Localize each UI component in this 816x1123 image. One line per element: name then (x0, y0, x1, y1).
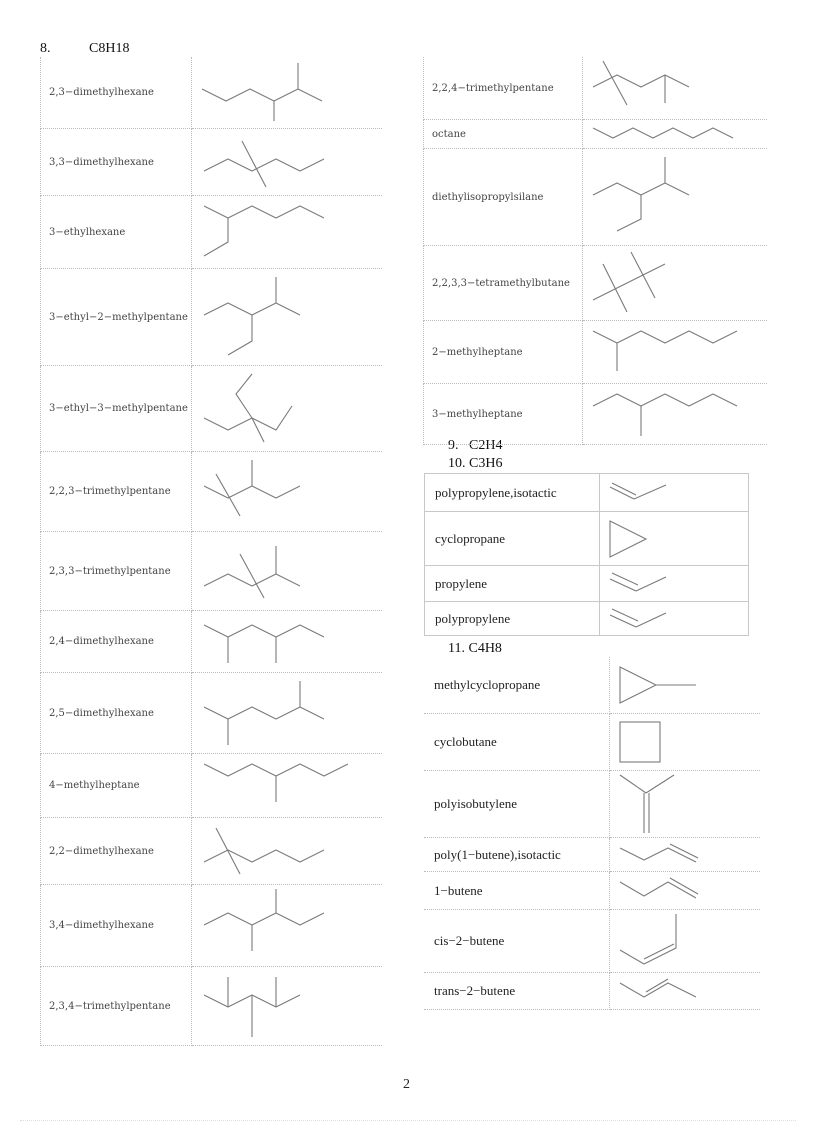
structure-cell (610, 872, 761, 910)
table-row (424, 246, 768, 321)
compound-name: 3−ethylhexane (41, 196, 192, 269)
compound-name: polyisobutylene (424, 771, 610, 838)
structure-diagram (583, 57, 767, 119)
compound-name: 2,2,3,3−tetramethylbutane (424, 246, 583, 321)
table-row (41, 885, 383, 967)
table-row (41, 754, 383, 818)
compound-name: propylene (425, 566, 600, 602)
structure-cell (610, 973, 761, 1010)
table-row (424, 321, 768, 384)
section-11-heading: 11. C4H8 (448, 641, 502, 656)
structure-diagram (600, 567, 748, 601)
structure-diagram (583, 246, 767, 320)
c4h8-table (424, 657, 760, 1010)
compound-name: 2,3,3−trimethylpentane (41, 532, 192, 611)
compound-name: 2,3,4−trimethylpentane (41, 967, 192, 1046)
structure-cell (192, 611, 383, 673)
structure-diagram (192, 196, 382, 268)
table-row (41, 57, 383, 129)
compound-name: 2−methylheptane (424, 321, 583, 384)
compound-name: 1−butene (424, 872, 610, 910)
structure-cell (583, 57, 768, 120)
structure-cell (192, 57, 383, 129)
page-number: 2 (403, 1077, 410, 1092)
table-row (424, 384, 768, 445)
table-row (41, 452, 383, 532)
structure-diagram (610, 714, 760, 770)
table-row (424, 120, 768, 149)
structure-diagram (192, 452, 382, 531)
structure-diagram (583, 120, 767, 148)
table-row (424, 910, 760, 973)
table-row (425, 566, 749, 602)
table-row (41, 366, 383, 452)
table-row (424, 973, 760, 1010)
section-10-heading: 10. C3H6 (448, 456, 503, 471)
table-row (424, 149, 768, 246)
structure-cell (610, 910, 761, 973)
table-row (425, 474, 749, 512)
structure-diagram (610, 872, 760, 909)
structure-cell (192, 673, 383, 754)
structure-diagram (192, 269, 382, 365)
compound-name: diethylisopropylsilane (424, 149, 583, 246)
compound-name: polypropylene (425, 602, 600, 636)
c3h6-table (424, 473, 749, 636)
structure-cell (610, 657, 761, 714)
structure-diagram (192, 532, 382, 610)
structure-cell (600, 566, 749, 602)
structure-cell (610, 838, 761, 872)
structure-diagram (192, 885, 382, 966)
compound-name: 2,2,4−trimethylpentane (424, 57, 583, 120)
compound-name: 3−methylheptane (424, 384, 583, 445)
structure-diagram (192, 754, 382, 817)
table-row (424, 838, 760, 872)
section-8-heading: 8. C8H18 (40, 41, 130, 56)
compound-name: 2,2−dimethylhexane (41, 818, 192, 885)
structure-cell (600, 512, 749, 566)
compound-name: cyclopropane (425, 512, 600, 566)
structure-diagram (600, 513, 748, 565)
section-9-heading: 9. C2H4 (448, 438, 503, 453)
compound-name: polypropylene,isotactic (425, 474, 600, 512)
c8h18-left-table (40, 57, 382, 1046)
compound-name: 3,4−dimethylhexane (41, 885, 192, 967)
structure-cell (583, 321, 768, 384)
compound-name: poly(1−butene),isotactic (424, 838, 610, 872)
structure-diagram (192, 129, 382, 195)
structure-cell (192, 196, 383, 269)
footer-divider (20, 1120, 796, 1121)
compound-name: 2,2,3−trimethylpentane (41, 452, 192, 532)
compound-name: cyclobutane (424, 714, 610, 771)
table-row (41, 269, 383, 366)
table-row (41, 611, 383, 673)
structure-cell (600, 602, 749, 636)
structure-cell (192, 366, 383, 452)
structure-cell (610, 771, 761, 838)
structure-diagram (610, 657, 760, 713)
structure-diagram (192, 366, 382, 451)
structure-diagram (583, 384, 767, 444)
structure-diagram (192, 57, 382, 128)
structure-diagram (610, 910, 760, 972)
structure-diagram (583, 149, 767, 245)
compound-name: 4−methylheptane (41, 754, 192, 818)
structure-cell (583, 149, 768, 246)
structure-cell (583, 384, 768, 445)
compound-name: trans−2−butene (424, 973, 610, 1010)
structure-cell (583, 120, 768, 149)
structure-diagram (192, 967, 382, 1045)
compound-name: 2,4−dimethylhexane (41, 611, 192, 673)
compound-name: 3−ethyl−3−methylpentane (41, 366, 192, 452)
table-row (424, 57, 768, 120)
c8h18-right-table (423, 57, 767, 445)
structure-cell (610, 714, 761, 771)
structure-cell (600, 474, 749, 512)
table-row (424, 872, 760, 910)
structure-cell (192, 269, 383, 366)
compound-name: 3−ethyl−2−methylpentane (41, 269, 192, 366)
structure-diagram (610, 973, 760, 1009)
structure-cell (192, 885, 383, 967)
structure-diagram (600, 603, 748, 635)
table-row (41, 818, 383, 885)
table-row (424, 657, 760, 714)
structure-cell (192, 452, 383, 532)
structure-cell (192, 129, 383, 196)
structure-diagram (192, 818, 382, 884)
table-row (41, 129, 383, 196)
structure-diagram (192, 673, 382, 753)
compound-name: 3,3−dimethylhexane (41, 129, 192, 196)
compound-name: 2,5−dimethylhexane (41, 673, 192, 754)
compound-name: cis−2−butene (424, 910, 610, 973)
table-row (41, 196, 383, 269)
table-row (424, 771, 760, 838)
structure-diagram (583, 321, 767, 383)
structure-cell (192, 818, 383, 885)
structure-cell (583, 246, 768, 321)
structure-cell (192, 967, 383, 1046)
structure-diagram (192, 611, 382, 672)
structure-cell (192, 532, 383, 611)
structure-cell (192, 754, 383, 818)
table-row (425, 602, 749, 636)
table-row (424, 714, 760, 771)
table-row (41, 673, 383, 754)
structure-diagram (610, 771, 760, 837)
structure-diagram (600, 475, 748, 511)
structure-diagram (610, 838, 760, 871)
table-row (41, 532, 383, 611)
table-row (41, 967, 383, 1046)
compound-name: methylcyclopropane (424, 657, 610, 714)
table-row (425, 512, 749, 566)
compound-name: 2,3−dimethylhexane (41, 57, 192, 129)
compound-name: octane (424, 120, 583, 149)
